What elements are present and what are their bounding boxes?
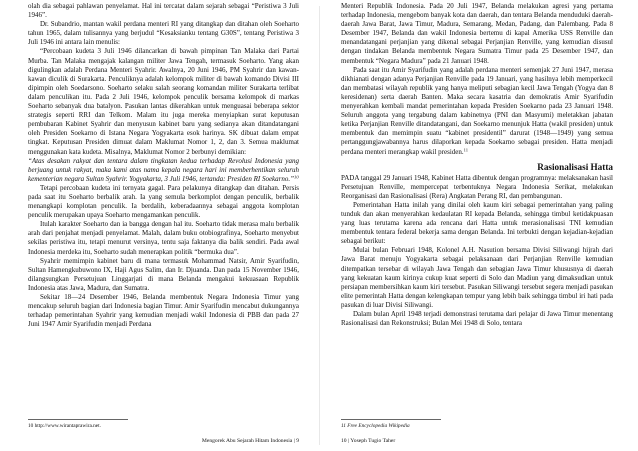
paragraph: “Percobaan kudeta 3 Juli 1946 dilancarkan di bawah pimpinan Tan Malaka dari Partai Murba. Tan Malaka mengajak kalangan militer Jawa Tengah, termasuk Soeharto. Yang akan digulingkan adalah Perdana Menteri Syahrir. Awalnya, 20 Juni 1946, PM Syahrir dan kawan-kawan diculik di Surakarta. Penculiknya adalah kelompok militer di bawah komando Divisi III dipimpin oleh Soedarsono. Soeharto selaku salah seorang komandan militer Surakarta terlibat dalam penculikan itu. Pada 2 Juli 1946, kelompok penculik bersama kelompok di markas Soeharto sebanyak dua batalyon. Pasukan lantas dikerahkan untuk menguasai beberapa sektor strategis seperti RRI dan Telkom. Malam itu juga mereka menyiapkan surat keputusan pembubaran Kabinet Syahrir dan menyusun kabinet baru yang sedianya akan ditandatangani oleh Presiden Soekarno di Istana Negara Yogyakarta esok harinya. SK dibuat dalam empat tingkat. Keputusan Presiden dimuat dalam Maklumat Nomor 1, 2, dan 3. Semua maklumat menggunakan kata kudeta. Misalnya, Maklumat Nomor 2 berbunyi demikian:	[28, 47, 299, 156]
left-column	[28, 2, 299, 329]
paragraph: Tetapi percobaan kudeta ini ternyata gagal. Para pelakunya ditangkap dan ditahan. Persis pada saat itu Soeharto berbalik arah. Ia yang semula berkomplot dengan penculik, berbalik menangkapi komplotan penculik. Ia berdalih, keberadaannya sebagai anggota komplotan penculik merupakan upaya Soeharto mengamankan penculik.	[28, 183, 299, 220]
block-quote: “Atas desakan rakyat dan tentara dalam tingkatan kedua terhadap Revolusi Indonesia yang berjuang untuk rakyat, maka kami atas nama kepala negara hari ini memberhentikan seluruh kementerian negara Sultan Syahrir. Yogyakarta, 3 Juli 1946, tertanda: Presiden RI Soekarno.”$^{10}$	[28, 156, 299, 183]
paragraph: Pada saat itu Amir Syarifudin yang adalah perdana menteri semenjak 27 Juni 1947, merasa dikhianati dengan adanya Perjanjian Renville pada 19 Januari, yang hasilnya lebih memperkecil dan membatasi wilayah republik yang hanya meliputi sebagian kecil Jawa Tengah (Yogya dan 8 keresidenan) serta daerah Banten. Maka secara kasatria dan demokratis Amir Syarifudin menyerahkan kembali mandat pemerintahan kepada Presiden Soekarno pada 23 Januari 1948. Seluruh anggota yang tergabung dalam kabinetnya (PNI dan Masyumi) meletakkan jabatan ketika Perjanjian Renville ditandatangani, dan Soekarno menunjuk Hatta (wakil presiden) untuk membentuk dan memimpin suatu “kabinet presidentil” darurat (1948—1949) yang semua pertanggungjawabannya harus dilaporkan kepada Soekarno sebagai presiden. Hatta menjadi perdana menteri merangkap wakil presiden.$^{11}$	[341, 65, 613, 156]
paragraph: Menteri Republik Indonesia. Pada 20 Juli 1947, Belanda melakukan agresi yang pertama terhadap Indonesia, mengebom banyak kota dan daerah, dan tentara Belanda menduduki daerah-daerah Jawa Barat, Jawa Timur, Madura, Semarang, Medan, Padang, dan Palembang. Pada 8 Desember 1947, Belanda dan wakil Indonesia bertemu di kapal Amerika USS Renville dan menandatangani perjanjian yang dikenal sebagai Perjanjian Renville, yang kemudian disusul dengan tindakan Belanda membentuk Negara Sumatra Timur pada 25 Desember 1947, dan membentuk “Negara Madura” pada 21 Januari 1948.	[341, 2, 613, 65]
page-footer: 10 | Yoseph Tugio Taher	[341, 438, 396, 444]
footnote: 10 http://www.wirantaprawira.net.	[28, 423, 101, 429]
footnote: 11 Free Encyclopedia Wikipedia	[341, 423, 410, 429]
footnote-rule	[28, 419, 128, 420]
paragraph: Itulah karakter Soeharto dan ia bangga dengan hal itu. Soeharto tidak merasa malu berbalik arah dari penjahat menjadi penyelamat. Malah, dalam buku otobiografinya, Soeharto menyebut sekilas peristiwa itu, tetapi menurut versinya, tentu saja faktanya dia balik sendiri. Pada awal Indonesia merdeka itu, Soeharto sudah menerapkan politik “bermuka dua”.	[28, 220, 299, 256]
paragraph: Syahrir memimpin kabinet baru di mana termasuk Mohammad Natsir, Amir Syarifudin, Sultan Hamengkubuwono IX, Haji Agus Salim, dan Ir. Djuanda. Dan pada 15 November 1946, dilangsungkan Persetujuan Linggarjati di mana Belanda mengakui kekuasaan Republik Indonesia atas Jawa, Madura, dan Sumatra.	[28, 256, 299, 292]
footnote-rule	[341, 419, 441, 420]
paragraph: Pemerintahan Hatta inilah yang dinilai oleh kaum kiri sebagai pemerintahan yang paling tunduk dan akan menyerahkan kedaulatan RI kepada Belanda, sehingga timbul ketidakpuasan yang luas terutama karena ada rencana dari Hatta untuk merasionalisasi TNI kemudian membentuk tentara federal bekerja sama dengan Belanda. Ini terbukti dengan kejadian-kejadian sebagai berikut:	[341, 200, 613, 246]
right-page	[319, 0, 638, 451]
paragraph: PADA tanggal 29 Januari 1948, Kabinet Hatta dibentuk dengan programnya: melaksanakan hasil Persetujuan Renville, mempercepat terbentuknya Negara Indonesia Serikat, melakukan Reorganisasi dan Rasionalisasi (Rera) Angkatan Perang RI, dan pembangunan.	[341, 173, 613, 200]
page-footer: Mengorek Abu Sejarah Hitam Indonesia | 9	[201, 438, 299, 444]
paragraph: Sekitar 18—24 Desember 1946, Belanda membentuk Negara Indonesia Timur yang mencakup seluruh bagian dari Indonesia bagian Timur. Amir Syarifudin mencabut dukungannya terhadap pemerintahan Syahrir yang kemudian menjadi wakil Indonesia di PBB dan pada 27 Juni 1947 Amir Syarifudin menjadi Perdana	[28, 293, 299, 329]
paragraph: Dalam bulan April 1948 terjadi demonstrasi terutama dari pelajar di Jawa Timur menentang Rasionalisasi dan Rekonstruksi; Bulan Mei 1948 di Solo, tentara	[341, 310, 613, 328]
footnote-ref: 10	[294, 174, 299, 180]
paragraph: Mulai bulan Februari 1948, Kolonel A.H. Nasution bersama Divisi Siliwangi hijrah dari Jawa Barat menuju Yogyakarta sebagai pelaksanaan dari Perjanjian Renville kemudian ditempatkan tersebar di wilayah Jawa Tengah dan sebagian Jawa Timur khususnya di daerah yang kekuatan kaum kirinya cukup kuat seperti di Solo dan Madiun yang dimaksudkan untuk persiapan membersihkan kaum kiri tersebut. Pasukan Siliwangi tersebut segera menjadi pasukan elite pemerintah Hatta dengan kelengkapan tempur yang lebih baik sehingga timbul iri hati pada pasukan di luar Divisi Siliwangi.	[341, 246, 613, 309]
footnote-ref: 11	[463, 146, 469, 152]
paragraph: olah dia sebagai pahlawan penyelamat. Hal ini tercatat dalam sejarah sebagai “Peristiwa 3 Juli 1946”.	[28, 2, 299, 20]
right-column	[341, 2, 613, 328]
section-heading: Rasionalisasi Hatta	[537, 161, 613, 172]
paragraph: Dr. Subandrio, mantan wakil perdana menteri RI yang ditangkap dan ditahan oleh Soeharto tahun 1965, dalam tulisannya yang berjudul “Kesaksianku tentang G30S”, tentang Peristiwa 3 Juli 1946 ini antara lain menulis:	[28, 20, 299, 47]
